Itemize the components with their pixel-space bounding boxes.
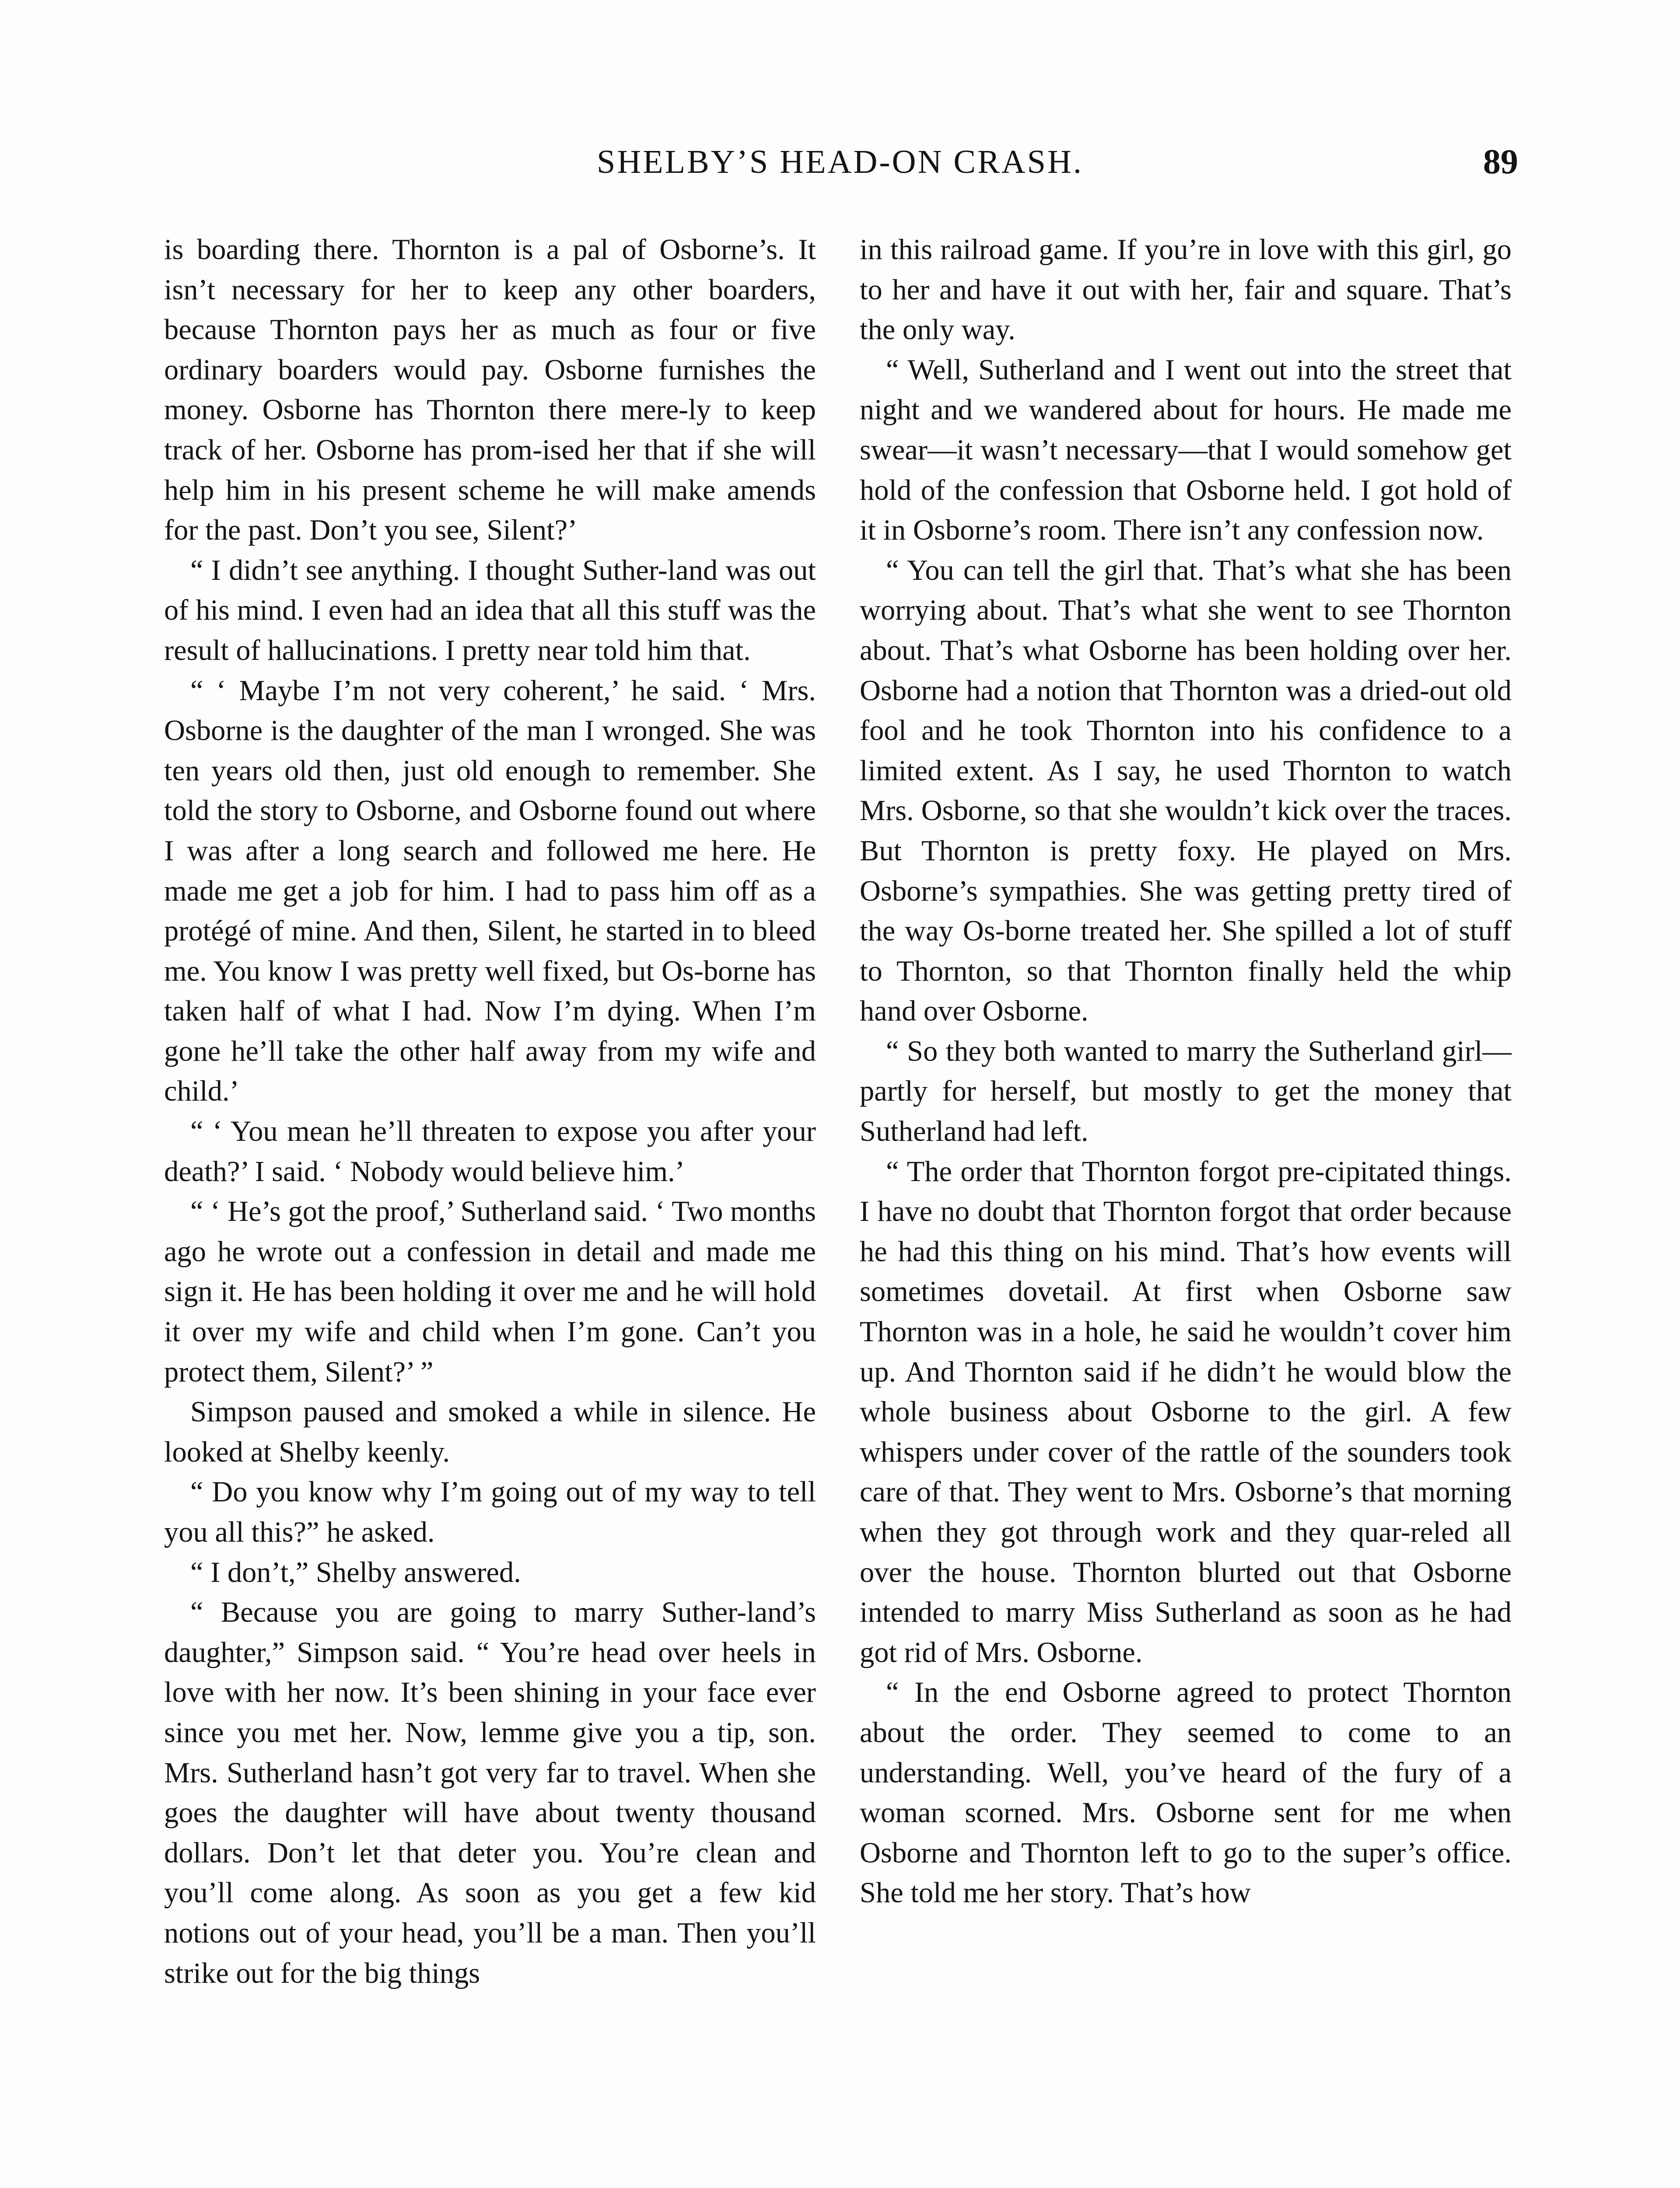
page-header [162,140,1518,193]
paragraph: “ The order that Thornton forgot pre-cipitated things. I have no doubt that Thornton forgot that order because he had this thing on his mind. That’s how events will sometimes dovetail. At first when Osborne saw Thornton was in a hole, he said he wouldn’t cover him up. And Thornton said if he didn’t he would blow the whole business about Osborne to the girl. A few whispers under cover of the rattle of the sounders took care of that. They went to Mrs. Osborne’s that morning when they got through work and they quar-reled all over the house. Thornton blurted out that Osborne intended to marry Miss Sutherland as soon as he had got rid of Mrs. Osborne. [860,1155,1512,1669]
paragraph: Simpson paused and smoked a while in silence. He looked at Shelby keenly. [164,1396,816,1468]
right-column [860,230,1512,1913]
paragraph: “ ‘ He’s got the proof,’ Sutherland said. ‘ Two months ago he wrote out a confession in detail and made me sign it. He has been holding it over me and he will hold it over my wife and child when I’m gone. Can’t you protect them, Silent?’ ” [164,1196,816,1388]
paragraph: “ Do you know why I’m going out of my way to tell you all this?” he asked. [164,1476,816,1548]
paragraph: “ ‘ Maybe I’m not very coherent,’ he said. ‘ Mrs. Osborne is the daughter of the man I wronged. She was ten years old then, just old enough to remember. She told the story to Osborne, and Osborne found out where I was after a long search and followed me here. He made me get a job for him. I had to pass him off as a protégé of mine. And then, Silent, he started in to bleed me. You know I was pretty well fixed, but Os-borne has taken half of what I had. Now I’m dying. When I’m gone he’ll take the other half away from my wife and child.’ [164,674,816,1108]
running-head: SHELBY’S HEAD-ON CRASH. [597,144,1083,180]
left-column [164,230,816,1993]
paragraph: “ I didn’t see anything. I thought Suther-land was out of his mind. I even had an idea that all this stuff was the result of hallucinations. I pretty near told him that. [164,554,816,666]
paragraph: “ Well, Sutherland and I went out into the street that night and we wandered about for hours. He made me swear—it wasn’t necessary—that I would somehow get hold of the confession that Osborne held. I got hold of it in Osborne’s room. There isn’t any confession now. [860,354,1512,547]
paragraph: is boarding there. Thornton is a pal of Osborne’s. It isn’t necessary for her to keep any other boarders, because Thornton pays her as much as four or five ordinary boarders would pay. Osborne furnishes the money. Osborne has Thornton there mere-ly to keep track of her. Osborne has prom-ised her that if she will help him in his present scheme he will make amends for the past. Don’t you see, Silent?’ [164,234,816,547]
paragraph: “ ‘ You mean he’ll threaten to expose you after your death?’ I said. ‘ Nobody would believe him.’ [164,1115,816,1188]
paragraph: in this railroad game. If you’re in love with this girl, go to her and have it out with her, fair and square. That’s the only way. [860,234,1512,346]
paragraph: “ Because you are going to marry Suther-land’s daughter,” Simpson said. “ You’re head over heels in love with her now. It’s been shining in your face ever since you met her. Now, lemme give you a tip, son. Mrs. Sutherland hasn’t got very far to travel. When she goes the daughter will have about twenty thousand dollars. Don’t let that deter you. You’re clean and you’ll come along. As soon as you get a few kid notions out of your head, you’ll be a man. Then you’ll strike out for the big things [164,1596,816,1989]
paragraph: “ In the end Osborne agreed to protect Thornton about the order. They seemed to come to an understanding. Well, you’ve heard of the fury of a woman scorned. Mrs. Osborne sent for me when Osborne and Thornton left to go to the super’s office. She told me her story. That’s how [860,1676,1512,1909]
page-number: 89 [1483,143,1518,181]
paragraph: “ So they both wanted to marry the Sutherland girl—partly for herself, but mostly to get the money that Sutherland had left. [860,1035,1512,1148]
paragraph: “ I don’t,” Shelby answered. [190,1556,521,1588]
paragraph: “ You can tell the girl that. That’s what she has been worrying about. That’s what she went to see Thornton about. That’s what Osborne has been holding over her. Osborne had a notion that Thornton was a dried-out old fool and he took Thornton into his confidence to a limited extent. As I say, he used Thornton to watch Mrs. Osborne, so that she wouldn’t kick over the traces. But Thornton is pretty foxy. He played on Mrs. Osborne’s sympathies. She was getting pretty tired of the way Os-borne treated her. She spilled a lot of stuff to Thornton, so that Thornton finally held the whip hand over Osborne. [860,554,1512,1027]
